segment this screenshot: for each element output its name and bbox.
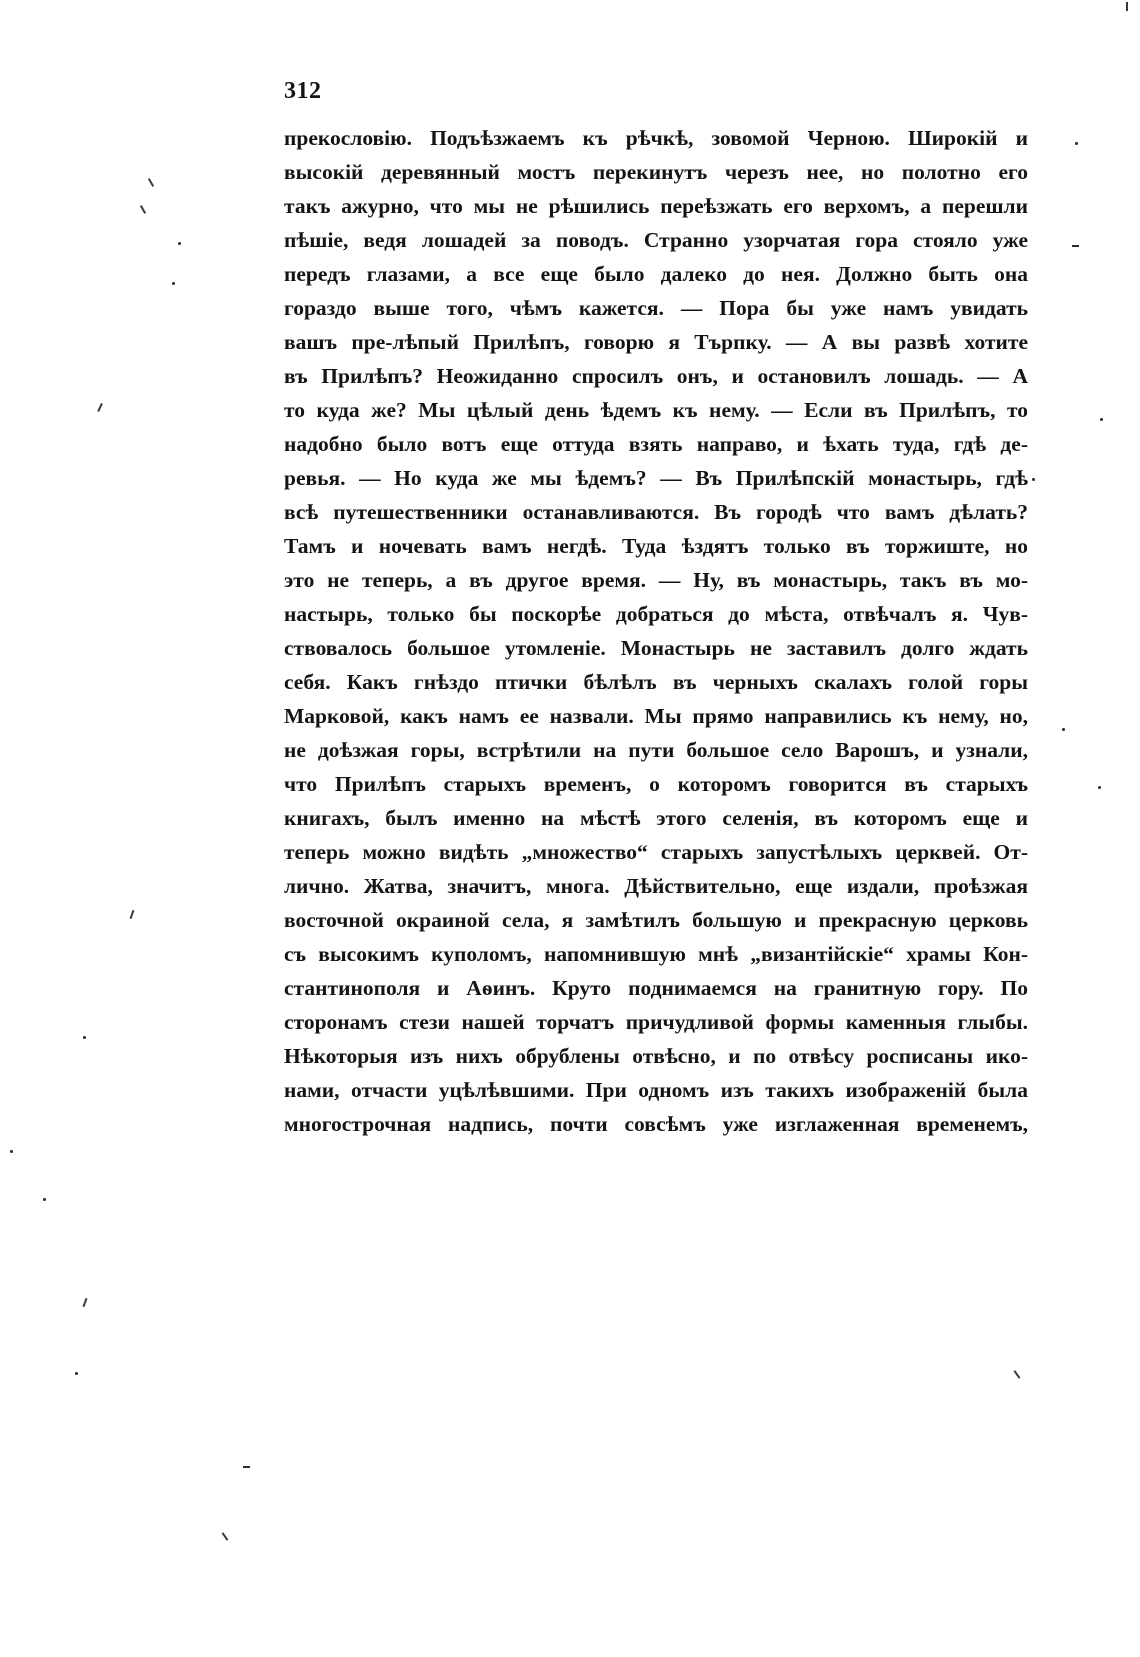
- scan-speck: [148, 178, 154, 187]
- scan-speck: [222, 1532, 229, 1541]
- scan-speck: [172, 282, 175, 285]
- text-line: то куда же? Мы цѣлый день ѣдемъ къ нему. — Если въ Прилѣпъ, то: [284, 398, 1028, 422]
- scan-speck: [1032, 478, 1035, 481]
- text-line: восточной окраиной села, я замѣтилъ большую и прекрасную церковь: [284, 908, 1028, 932]
- text-line: настырь, только бы поскорѣе добраться до мѣста, отвѣчалъ я. Чув-: [284, 602, 1028, 626]
- scan-speck: [83, 1036, 86, 1039]
- text-line: многострочная надпись, почти совсѣмъ уже изглаженная временемъ,: [284, 1112, 1028, 1136]
- text-line: стантинополя и Аѳинъ. Круто поднимаемся на гранитную гору. По: [284, 976, 1028, 1000]
- text-line: Тамъ и ночевать вамъ негдѣ. Туда ѣздятъ только въ торжиште, но: [284, 534, 1028, 558]
- scan-speck: [178, 242, 181, 245]
- scan-speck: [243, 1466, 250, 1468]
- text-line: ревья. — Но куда же мы ѣдемъ? — Въ Прилѣпскій монастырь, гдѣ: [284, 466, 1028, 490]
- text-line: лично. Жатва, значитъ, многа. Дѣйствительно, еще издали, проѣзжая: [284, 874, 1028, 898]
- scan-speck: [1098, 786, 1101, 789]
- scan-speck: [83, 1298, 88, 1307]
- scan-speck: [10, 1150, 13, 1153]
- text-line: Марковой, какъ намъ ее назвали. Мы прямо направились къ нему, но,: [284, 704, 1028, 728]
- text-line: книгахъ, былъ именно на мѣстѣ этого селенія, въ которомъ еще и: [284, 806, 1028, 830]
- text-line: себя. Какъ гнѣздо птички бѣлѣлъ въ черныхъ скалахъ голой горы: [284, 670, 1028, 694]
- scan-speck: [1126, 2, 1128, 11]
- text-line: что Прилѣпъ старыхъ временъ, о которомъ говорится въ старыхъ: [284, 772, 1028, 796]
- scan-speck: [1014, 1370, 1021, 1379]
- scan-speck: [97, 403, 103, 412]
- body-text: [284, 121, 1028, 1141]
- text-line: съ высокимъ куполомъ, напомнившую мнѣ „византійскіе“ храмы Кон-: [284, 942, 1028, 966]
- text-line: не доѣзжая горы, встрѣтили на пути большое село Варошъ, и узнали,: [284, 738, 1028, 762]
- text-line: это не теперь, а въ другое время. — Ну, въ монастырь, такъ въ мо-: [284, 568, 1028, 592]
- scan-speck: [130, 910, 135, 919]
- text-line: Нѣкоторыя изъ нихъ обрублены отвѣсно, и по отвѣсу росписаны ико-: [284, 1044, 1028, 1068]
- text-line: вашъ пре-лѣпый Прилѣпъ, говорю я Търпку. — А вы развѣ хотите: [284, 330, 1028, 354]
- text-line: высокій деревянный мостъ перекинутъ черезъ нее, но полотно его: [284, 160, 1028, 184]
- scan-speck: [1062, 728, 1065, 731]
- text-line: теперь можно видѣть „множество“ старыхъ запустѣлыхъ церквей. От-: [284, 840, 1028, 864]
- text-line: въ Прилѣпъ? Неожиданно спросилъ онъ, и остановилъ лошадь. — А: [284, 364, 1028, 388]
- text-line: пѣшіе, ведя лошадей за поводъ. Странно узорчатая гора стояло уже: [284, 228, 1028, 252]
- text-line: надобно было вотъ еще оттуда взять направо, и ѣхать туда, гдѣ де-: [284, 432, 1028, 456]
- text-line: всѣ путешественники останавливаются. Въ городѣ что вамъ дѣлать?: [284, 500, 1028, 524]
- scan-speck: [75, 1372, 78, 1375]
- scan-speck: [43, 1198, 46, 1201]
- text-line: гораздо выше того, чѣмъ кажется. — Пора бы уже намъ увидать: [284, 296, 1028, 320]
- page-number: 312: [284, 78, 322, 104]
- scan-speck: [140, 205, 146, 214]
- text-line: ствовалось большое утомленіе. Монастырь не заставилъ долго ждать: [284, 636, 1028, 660]
- text-line: сторонамъ стези нашей торчатъ причудливой формы каменныя глыбы.: [284, 1010, 1028, 1034]
- scan-speck: [1100, 418, 1103, 421]
- text-line: передъ глазами, а все еще было далеко до нея. Должно быть она: [284, 262, 1028, 286]
- text-line: нами, отчасти уцѣлѣвшими. При одномъ изъ такихъ изображеній была: [284, 1078, 1028, 1102]
- text-line: такъ ажурно, что мы не рѣшились переѣзжать его верхомъ, а перешли: [284, 194, 1028, 218]
- scan-speck: [1072, 245, 1079, 247]
- scan-speck: [1075, 142, 1078, 145]
- text-line: прекословію. Подъѣзжаемъ къ рѣчкѣ, зовомой Черною. Широкій и: [284, 126, 1028, 150]
